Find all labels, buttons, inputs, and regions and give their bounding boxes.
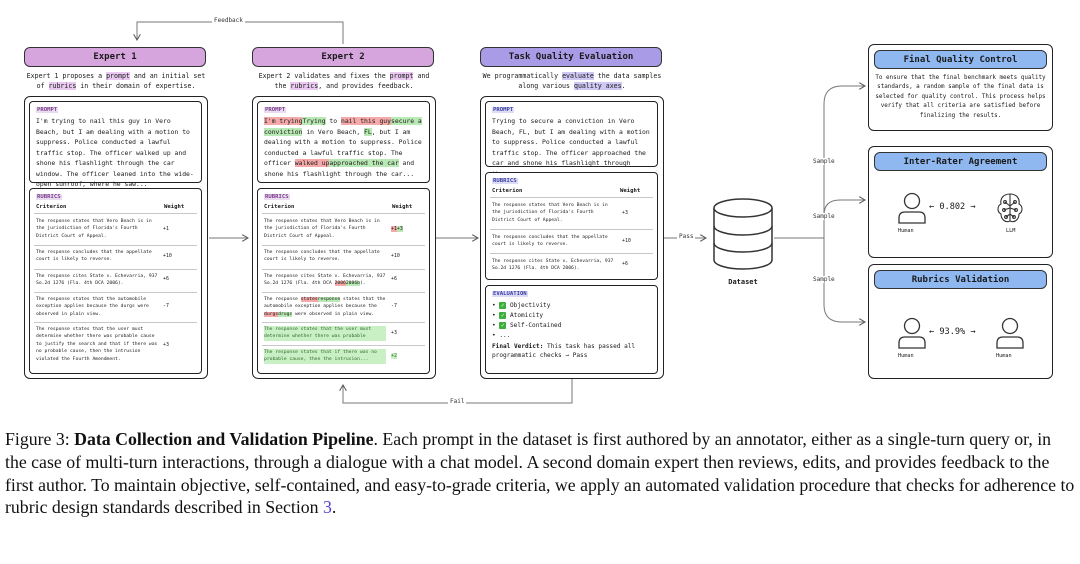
weight-header: Weight: [392, 204, 413, 210]
figure-caption: Figure 3: Data Collection and Validation Pipeline. Each prompt in the dataset is first authored by an annotator, either as a single-turn query or, in the case of multi-turn interactions, through a dialogue with a chat model. A second domain expert then reviews, edits, and provides feedback to the first author. To maintain objective, self-contained, and easy-to-grade criteria, we apply an automated validation procedure that checks for adherence to rubric design standards described in Section 3.: [5, 429, 1075, 518]
divider: [262, 269, 425, 270]
rubric-weight: -7: [163, 303, 169, 309]
rubric-weight: +3: [622, 210, 628, 216]
fail-label: Fail: [450, 398, 465, 405]
tqe-prompt-card: [485, 101, 658, 167]
criterion-header: Criterion: [492, 188, 523, 194]
tqe-panel: [480, 96, 664, 379]
caption-title: Data Collection and Validation Pipeline: [74, 429, 374, 449]
weight-header: Weight: [620, 188, 641, 194]
human-label: Human: [898, 228, 914, 234]
divider: [262, 245, 425, 246]
rubric-row: The response cites State v. Echevarria, 937 So.2d 1276 (Fla. 4th DCA 2006).: [36, 274, 158, 287]
fqc-text: To ensure that the final benchmark meets quality standards, a random sample of the final data is selected for quality control. This process helps verify that all criteria are satisfied before finalizing the results.: [875, 75, 1046, 119]
prompt-text: I'm trying to nail this guy in Vero Beach, but I am dealing with a motion to suppress. Police conducted a lawful traffic stop. The officer walked up and shone his flashlight through the car window. The officer leaned into the wide-open sunroof, where he saw...: [36, 117, 194, 188]
inserted-weight: +3: [396, 226, 403, 232]
rubric-row: The response statesresponse states that the automobile exception applies because the durgsdrugs were observed in plain view.: [264, 297, 386, 317]
pass-label: Pass: [679, 233, 694, 240]
divider: [262, 345, 425, 346]
expert2-rubrics-card: [257, 188, 430, 374]
tqe-rubrics-card: [485, 172, 658, 280]
prompt-segment: to: [325, 117, 341, 125]
expert2-description: Expert 2 validates and fixes the prompt and the rubrics, and provides feedback.: [258, 72, 430, 90]
rv-panel: [868, 264, 1053, 379]
ira-panel: [868, 146, 1053, 258]
human-label: Human: [898, 353, 914, 359]
section-link[interactable]: 3: [323, 497, 332, 518]
added-rubric-row: The response states that if there was no probable cause, then the intrusion...: [264, 349, 386, 364]
evaluation-title: EVALUATION: [493, 291, 527, 297]
rubric-row: The response states that Vero Beach is in the jurisdiction of Florida's Fourth District Court of Appeal.: [36, 219, 152, 239]
expert1-description: Expert 1 proposes a prompt and an initial set of rubrics in their domain of expertise.: [26, 72, 206, 90]
tqe-evaluation-card: [485, 285, 658, 374]
divider: [262, 292, 425, 293]
expert1-rubrics-card: [29, 188, 202, 374]
deleted-weight: +1: [391, 226, 397, 232]
prompt-title: PROMPT: [265, 107, 286, 113]
prompt-segment: and shone his flashlight through the car...: [264, 159, 415, 178]
check-icon: ✓: [501, 321, 505, 329]
rubric-row: The response states that the user must determine whether there was probable cause to justify the search and that if there was no probable cause, then the intrusion violated the Fourth Amendment.: [36, 327, 158, 362]
deleted-text: I'm trying: [264, 117, 303, 125]
sample-label-1: Sample: [813, 158, 835, 165]
divider: [490, 229, 653, 230]
rubrics-title: RUBRICS: [493, 178, 517, 184]
check-icon: ✓: [501, 311, 505, 319]
rubric-weight: +10: [163, 253, 172, 259]
expert2-header: Expert 2: [252, 47, 434, 67]
rubric-row: The response states that Vero Beach is in the jurisdiction of Florida's Fourth District Court of Appeal.: [492, 203, 608, 223]
ira-header: Inter-Rater Agreement: [874, 152, 1047, 171]
rubric-weight: +3: [163, 342, 169, 348]
sample-label-2: Sample: [813, 213, 835, 220]
prompt-segment: in Vero Beach,: [302, 127, 365, 136]
validation-score: ← 93.9% →: [929, 327, 976, 337]
final-verdict: Final Verdict: This task has passed all programmatic checks → Pass: [492, 343, 636, 359]
deleted-text: nail this guy: [340, 117, 391, 125]
check-icon: ✓: [501, 301, 505, 309]
database-icon: [710, 196, 776, 272]
eval-item: • ✓ Self-Contained: [492, 321, 562, 329]
divider: [490, 197, 653, 198]
prompt-title: PROMPT: [37, 107, 58, 113]
deleted-text: durgs: [264, 311, 279, 317]
deleted-text: states: [300, 297, 318, 302]
inserted-text: drugs: [278, 311, 293, 317]
criterion-header: Criterion: [36, 204, 67, 210]
rubrics-title: RUBRICS: [265, 194, 289, 200]
human-label: Human: [996, 353, 1012, 359]
inserted-text: approached the car: [329, 159, 399, 167]
expert1-header: Expert 1: [24, 47, 206, 67]
llm-chip-icon: [993, 190, 1027, 226]
rv-header: Rubrics Validation: [874, 270, 1047, 289]
fqc-panel: [868, 44, 1053, 131]
inserted-text: secure a conviction: [264, 117, 422, 136]
rubric-row: The response concludes that the appellate court is likely to reverse.: [36, 250, 152, 263]
divider: [490, 253, 653, 254]
rubric-row: The response concludes that the appellate court is likely to reverse.: [492, 235, 608, 248]
llm-label: LLM: [1006, 228, 1016, 234]
expert2-prompt-card: [257, 101, 430, 183]
inserted-text: Trying: [302, 117, 326, 125]
rubric-row: The response concludes that the appellate court is likely to reverse.: [264, 250, 380, 263]
tqe-header: Task Quality Evaluation: [480, 47, 662, 67]
prompt-text-edited: [264, 116, 423, 179]
inserted-text: response: [317, 297, 341, 302]
rubric-weight: +6: [622, 261, 628, 267]
fqc-header: Final Quality Control: [874, 50, 1047, 69]
human-icon: [897, 317, 927, 349]
deleted-text: walked up: [294, 159, 330, 167]
rubric-row: The response cites State v. Echevarria, 937 So.2d 1276 (Fla. 4th DCA 20062006b).: [264, 274, 386, 287]
rubric-weight: +10: [391, 253, 400, 259]
divider: [262, 213, 425, 214]
expert1-prompt-card: [29, 101, 202, 188]
sample-label-3: Sample: [813, 276, 835, 283]
rubric-weight: +10: [622, 238, 631, 244]
expert1-panel: [24, 96, 208, 379]
divider: [34, 292, 197, 293]
human-icon: [897, 192, 927, 224]
rubric-row: The response states that Vero Beach is in the jurisdiction of Florida's Fourth District Court of Appeal.: [264, 219, 380, 239]
divider: [34, 245, 197, 246]
criterion-header: Criterion: [264, 204, 295, 210]
deleted-text: 2006: [334, 281, 346, 287]
inserted-text: 2006b: [345, 281, 360, 287]
rubric-weight: +6: [163, 276, 169, 282]
rubric-weight-edited: [391, 226, 403, 232]
rubric-row: The response cites State v. Echevarria, 937 So.2d 1276 (Fla. 4th DCA 2006).: [492, 259, 614, 272]
divider: [34, 269, 197, 270]
rubric-weight: -7: [391, 303, 397, 309]
rubric-weight: +1: [163, 226, 169, 232]
divider: [34, 213, 197, 214]
human-icon: [995, 317, 1025, 349]
expert2-panel: [252, 96, 436, 379]
added-rubric-row: The response states that the user must determine whether there was probable: [264, 326, 386, 341]
prompt-text: Trying to secure a conviction in Vero Beach, FL, but I am dealing with a motion to suppress. Police conducted a lawful traffic stop. The officer approached the car and shone his flashlight through: [492, 117, 650, 167]
eval-more: • ...: [492, 332, 511, 339]
divider: [34, 322, 197, 323]
eval-item: • ✓ Objectivity: [492, 301, 551, 309]
rubric-row: The response states that the automobile exception applies because the durgs were observed in plain view.: [36, 297, 149, 317]
prompt-segment: , but I am dealing with a motion to suppress. Police conducted a lawful traffic stop. The officer: [264, 127, 422, 167]
rubric-weight: +2: [391, 353, 397, 359]
dataset-label: Dataset: [728, 278, 758, 286]
inserted-text: FL: [364, 127, 372, 136]
rubric-weight: +6: [391, 276, 397, 282]
prompt-title: PROMPT: [493, 107, 514, 113]
eval-item: • ✓ Atomicity: [492, 311, 544, 319]
rubric-weight: +3: [391, 330, 397, 336]
agreement-score: ← 0.802 →: [929, 202, 976, 212]
weight-header: Weight: [164, 204, 185, 210]
divider: [262, 322, 425, 323]
rubrics-title: RUBRICS: [37, 194, 61, 200]
tqe-description: We programmatically evaluate the data samples along various quality axes.: [482, 72, 662, 90]
feedback-label: Feedback: [214, 17, 243, 24]
